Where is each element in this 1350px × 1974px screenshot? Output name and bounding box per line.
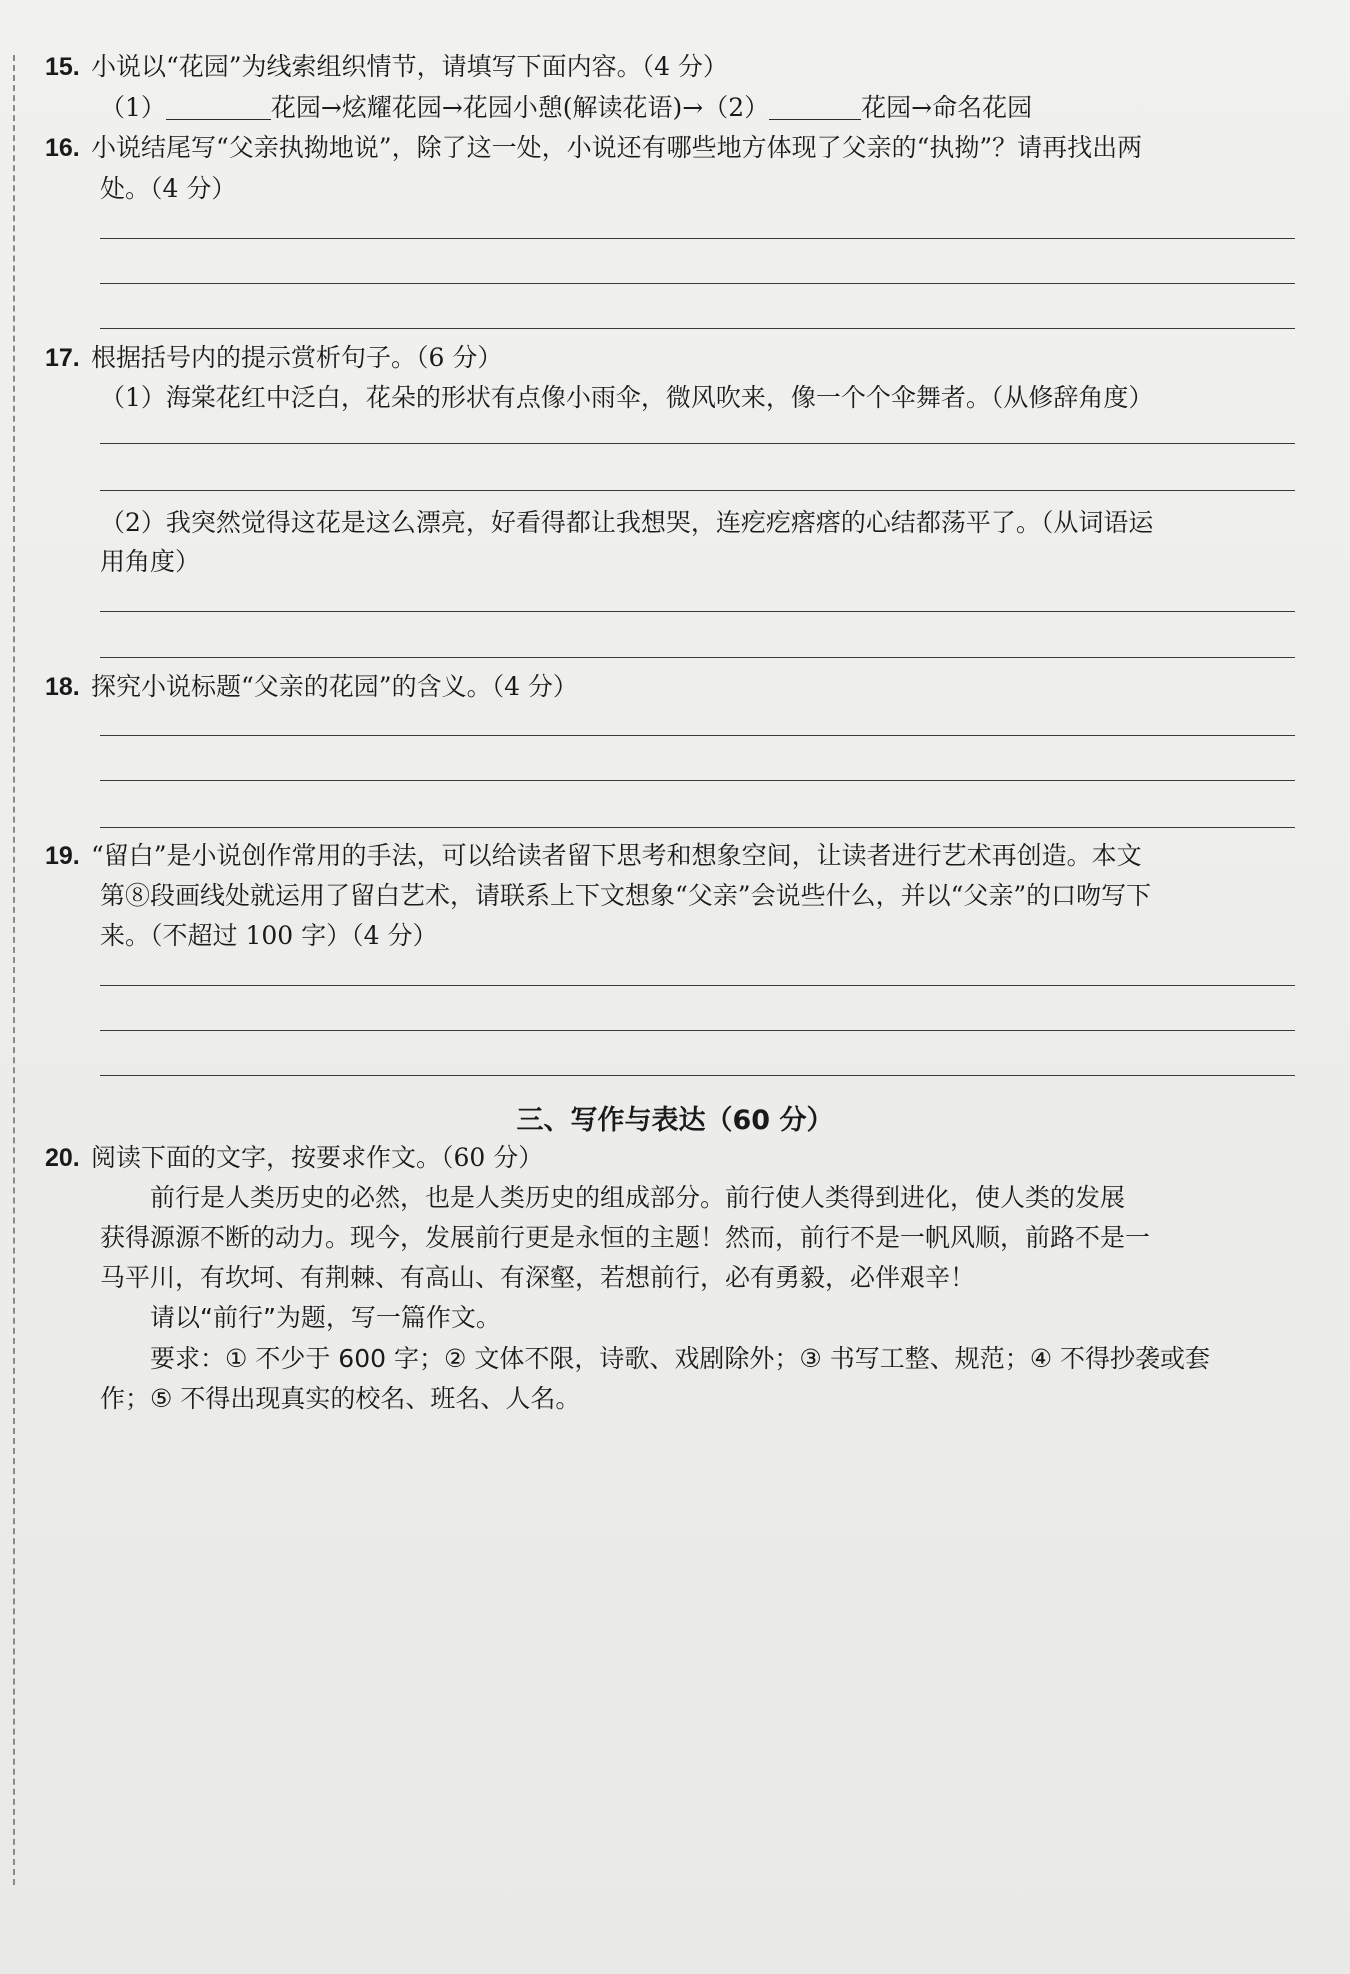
flow-text-2: 花园→命名花园: [861, 93, 1033, 122]
blank-label-1: （1）: [100, 93, 166, 122]
question-stem: 小说结尾写“父亲执拗地说”，除了这一处，小说还有哪些地方体现了父亲的“执拗”？请再找出两: [91, 133, 1143, 162]
question-20: [45, 1143, 1295, 1173]
question-number: 17.: [45, 344, 80, 372]
answer-blank-1[interactable]: [166, 95, 271, 120]
essay-material-line-3: 马平川，有坎坷、有荆棘、有高山、有深壑，若想前行，必有勇毅，必伴艰辛！: [100, 1263, 976, 1292]
question-17-sub2-cont: [100, 547, 1350, 577]
answer-line[interactable]: [100, 827, 1295, 828]
answer-line[interactable]: [100, 780, 1295, 781]
question-stem: “留白”是小说创作常用的手法，可以给读者留下思考和想象空间，让读者进行艺术再创造。本文: [91, 841, 1142, 870]
answer-line[interactable]: [100, 238, 1295, 239]
answer-line[interactable]: [100, 1030, 1295, 1031]
answer-line[interactable]: [100, 490, 1295, 491]
question-19-cont1: [100, 881, 1350, 911]
answer-line[interactable]: [100, 657, 1295, 658]
question-stem: 根据括号内的提示赏析句子。（6 分）: [91, 343, 503, 372]
question-15: [45, 52, 1295, 82]
question-stem: 探究小说标题“父亲的花园”的含义。（4 分）: [91, 672, 578, 701]
sub-question-2: （2）我突然觉得这花是这么漂亮，好看得都让我想哭，连疙疙瘩瘩的心结都荡平了。（从词语运: [100, 508, 1154, 537]
essay-title-requirement: 请以“前行”为题，写一篇作文。: [150, 1303, 501, 1332]
sub-question-1: （1）海棠花红中泛白，花朵的形状有点像小雨伞，微风吹来，像一个个伞舞者。（从修辞角度）: [100, 383, 1154, 412]
essay-material-line-1: 前行是人类历史的必然，也是人类历史的组成部分。前行使人类得到进化，使人类的发展: [150, 1183, 1126, 1212]
question-stem: 阅读下面的文字，按要求作文。（60 分）: [91, 1143, 544, 1172]
answer-blank-2[interactable]: [769, 95, 861, 120]
essay-requirements-cont: 作；⑤ 不得出现真实的校名、班名、人名。: [100, 1384, 581, 1413]
question-16: [45, 133, 1295, 163]
question-19-cont2: [100, 921, 1350, 951]
question-stem: 小说以“花园”为线索组织情节，请填写下面内容。（4 分）: [91, 52, 728, 81]
sub-question-2-cont: 用角度）: [100, 547, 201, 576]
question-19: [45, 841, 1295, 871]
answer-line[interactable]: [100, 328, 1295, 329]
question-number: 15.: [45, 53, 80, 81]
answer-line[interactable]: [100, 1075, 1295, 1076]
question-18: [45, 672, 1295, 702]
answer-line[interactable]: [100, 443, 1295, 444]
question-17-sub2: [100, 508, 1350, 538]
question-stem-cont: 第⑧段画线处就运用了留白艺术，请联系上下文想象“父亲”会说些什么，并以“父亲”的口吻写下: [100, 881, 1152, 910]
question-number: 16.: [45, 134, 80, 162]
essay-material-line-2: 获得源源不断的动力。现今，发展前行更是永恒的主题！然而，前行不是一帆风顺，前路不是一: [100, 1223, 1151, 1252]
section-title: 三、写作与表达（60 分）: [516, 1105, 834, 1136]
question-16-cont: [100, 174, 1350, 204]
question-number: 18.: [45, 673, 80, 701]
question-stem-cont: 处。（4 分）: [100, 174, 237, 203]
question-number: 20.: [45, 1144, 80, 1172]
question-15-flow: [100, 93, 1350, 123]
binding-margin-line: [13, 55, 15, 1885]
question-17: [45, 343, 1295, 373]
question-number: 19.: [45, 842, 80, 870]
question-stem-cont: 来。（不超过 100 字）（4 分）: [100, 921, 438, 950]
question-17-sub1: [100, 383, 1350, 413]
answer-line[interactable]: [100, 735, 1295, 736]
answer-line[interactable]: [100, 611, 1295, 612]
essay-requirements: 要求：① 不少于 600 字；② 文体不限，诗歌、戏剧除外；③ 书写工整、规范；④ 不得抄袭或套: [150, 1344, 1211, 1373]
answer-line[interactable]: [100, 283, 1295, 284]
answer-line[interactable]: [100, 985, 1295, 986]
flow-text-1: 花园→炫耀花园→花园小憩(解读花语)→（2）: [270, 93, 770, 122]
